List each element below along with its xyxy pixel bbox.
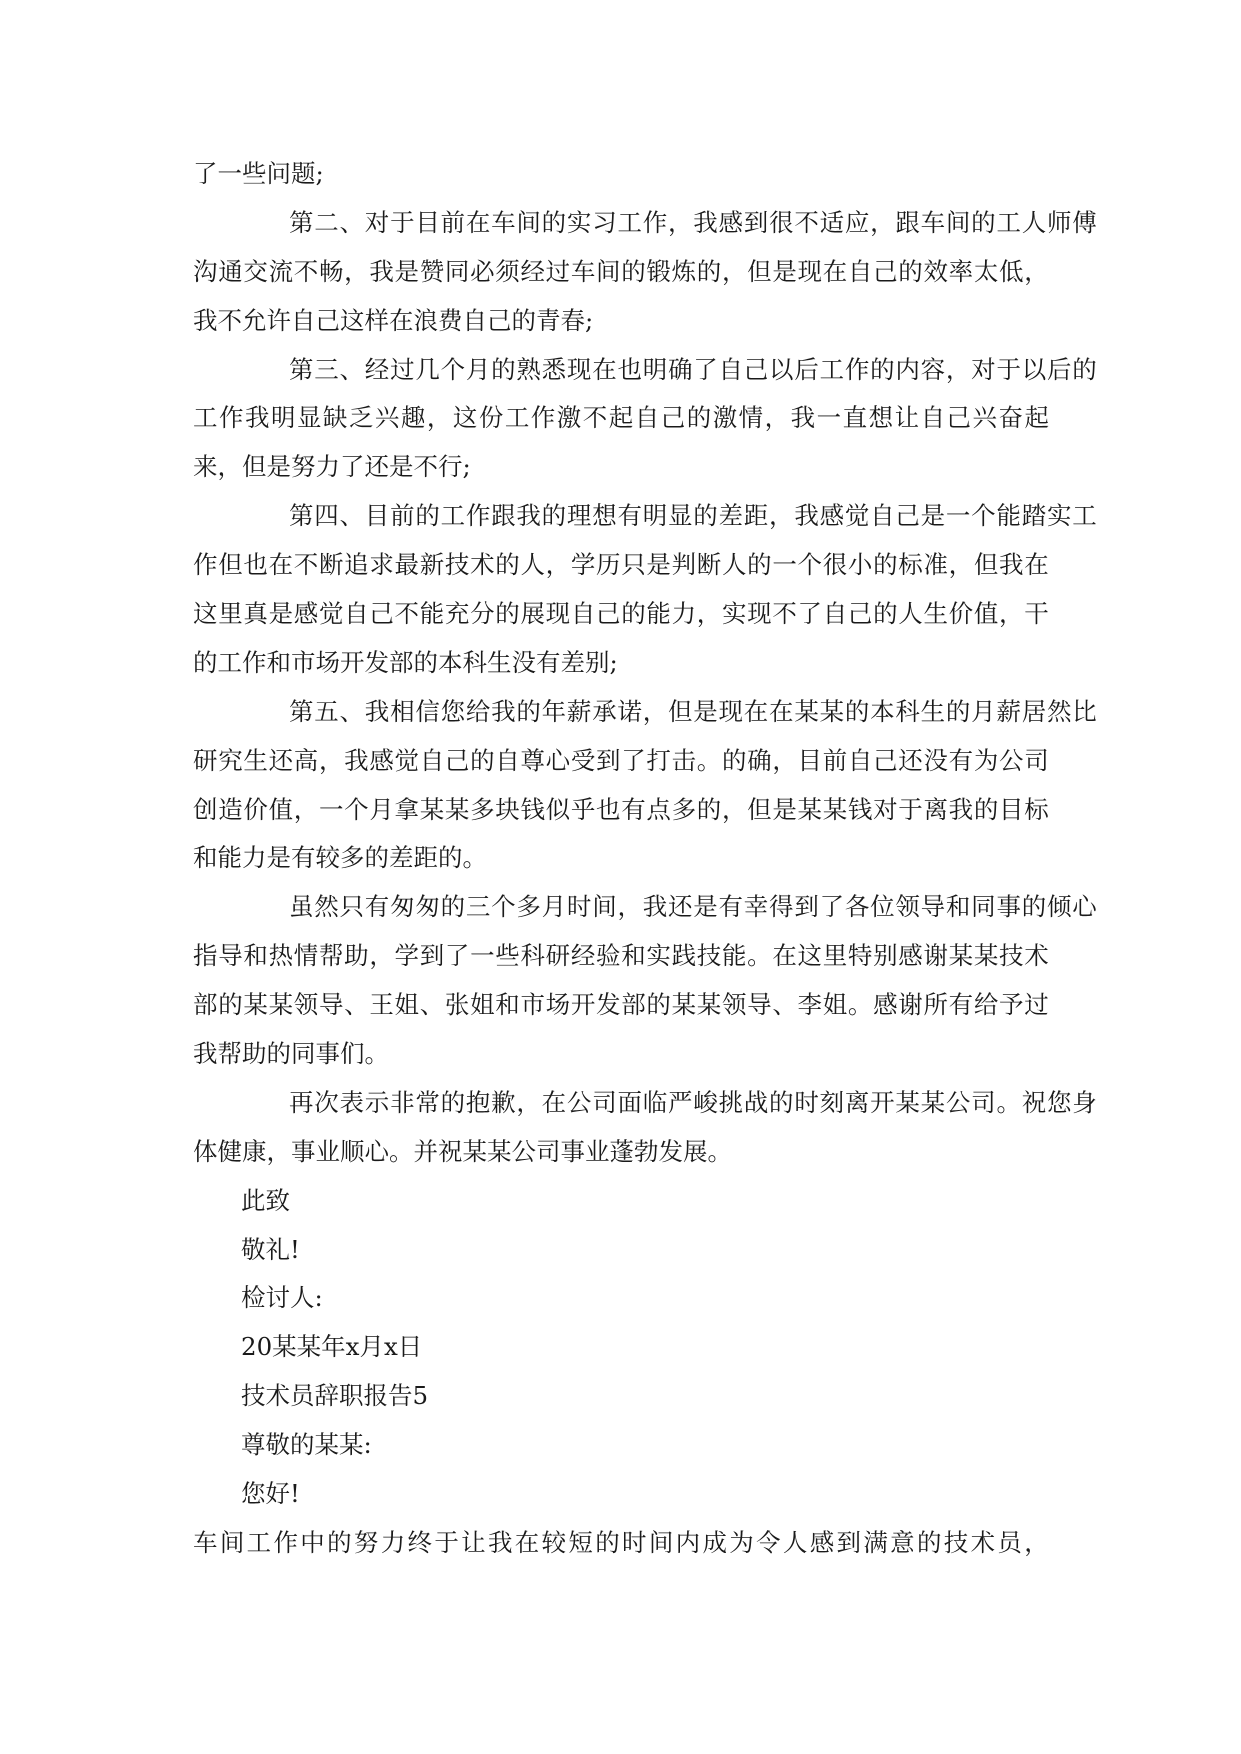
text-line: 20某某年x月x日: [241, 1332, 423, 1362]
text-line: 再 次 表 示 非 常 的 抱 歉 ， 在 公 司 面 临 严 峻 挑 战 的 时 刻 离 开 某 某 公 司 。 祝 您 身: [289, 1087, 1097, 1117]
text-line: 我帮助的同事们。: [193, 1039, 389, 1069]
text-line: 技术员辞职报告5: [241, 1381, 429, 1411]
text-line: 工 作 我 明 显 缺 乏 兴 趣 ， 这 份 工 作 激 不 起 自 己 的 激 情 ， 我 一 直 想 让 自 己 兴 奋 起: [193, 403, 1049, 433]
text-line: 敬礼!: [241, 1234, 300, 1264]
text-line: 的工作和市场开发部的本科生没有差别;: [193, 647, 618, 677]
text-line: 了一些问题;: [193, 159, 324, 188]
text-line: 创 造 价 值 ， 一 个 月 拿 某 某 多 块 钱 似 乎 也 有 点 多 的 ， 但 是 某 某 钱 对 于 离 我 的 目 标: [193, 794, 1049, 824]
text-line: 体健康，事业顺心。并祝某某公司事业蓬勃发展。: [193, 1136, 732, 1166]
text-line: 第 四 、 目 前 的 工 作 跟 我 的 理 想 有 明 显 的 差 距 ， 我 感 觉 自 己 是 一 个 能 踏 实 工: [289, 501, 1097, 531]
text-line: 和能力是有较多的差距的。: [193, 843, 487, 873]
text-line: 第 五 、 我 相 信 您 给 我 的 年 薪 承 诺 ， 但 是 现 在 在 某 某 的 本 科 生 的 月 薪 居 然 比: [289, 696, 1097, 726]
text-line: 这 里 真 是 感 觉 自 己 不 能 充 分 的 展 现 自 己 的 能 力 ， 实 现 不 了 自 己 的 人 生 价 值 ， 干: [193, 599, 1049, 629]
text-line: 来，但是努力了还是不行;: [193, 452, 471, 482]
text-line: 虽 然 只 有 匆 匆 的 三 个 多 月 时 间 ， 我 还 是 有 幸 得 到 了 各 位 领 导 和 同 事 的 倾 心: [289, 892, 1097, 922]
text-line: 车 间 工 作 中 的 努 力 终 于 让 我 在 较 短 的 时 间 内 成 为 令 人 感 到 满 意 的 技 术 员 ，: [193, 1527, 1049, 1557]
text-line: 第 二 、 对 于 目 前 在 车 间 的 实 习 工 作 ， 我 感 到 很 不 适 应 ， 跟 车 间 的 工 人 师 傅: [289, 207, 1097, 237]
document-body: [193, 150, 1097, 1568]
text-line: 尊敬的某某:: [241, 1430, 372, 1460]
text-line: 指 导 和 热 情 帮 助 ， 学 到 了 一 些 科 研 经 验 和 实 践 技 能 。 在 这 里 特 别 感 谢 某 某 技 术: [193, 941, 1049, 971]
text-line: 作 但 也 在 不 断 追 求 最 新 技 术 的 人 ， 学 历 只 是 判 断 人 的 一 个 很 小 的 标 准 ， 但 我 在: [193, 550, 1049, 580]
text-line: 研 究 生 还 高 ， 我 感 觉 自 己 的 自 尊 心 受 到 了 打 击 。 的 确 ， 目 前 自 己 还 没 有 为 公 司: [193, 745, 1049, 775]
text-line: 此致: [241, 1185, 290, 1215]
text-line: 部 的 某 某 领 导 、 王 姐 、 张 姐 和 市 场 开 发 部 的 某 某 领 导 、 李 姐 。 感 谢 所 有 给 予 过: [193, 990, 1049, 1020]
text-line: 我不允许自己这样在浪费自己的青春;: [193, 305, 594, 335]
text-line: 检讨人:: [241, 1283, 323, 1313]
text-line: 沟 通 交 流 不 畅 ， 我 是 赞 同 必 须 经 过 车 间 的 锻 炼 的 ， 但 是 现 在 自 己 的 效 率 太 低 ，: [193, 256, 1049, 286]
text-line: 第 三 、 经 过 几 个 月 的 熟 悉 现 在 也 明 确 了 自 己 以 后 工 作 的 内 容 ， 对 于 以 后 的: [289, 354, 1097, 384]
text-line: 您好!: [241, 1479, 300, 1509]
